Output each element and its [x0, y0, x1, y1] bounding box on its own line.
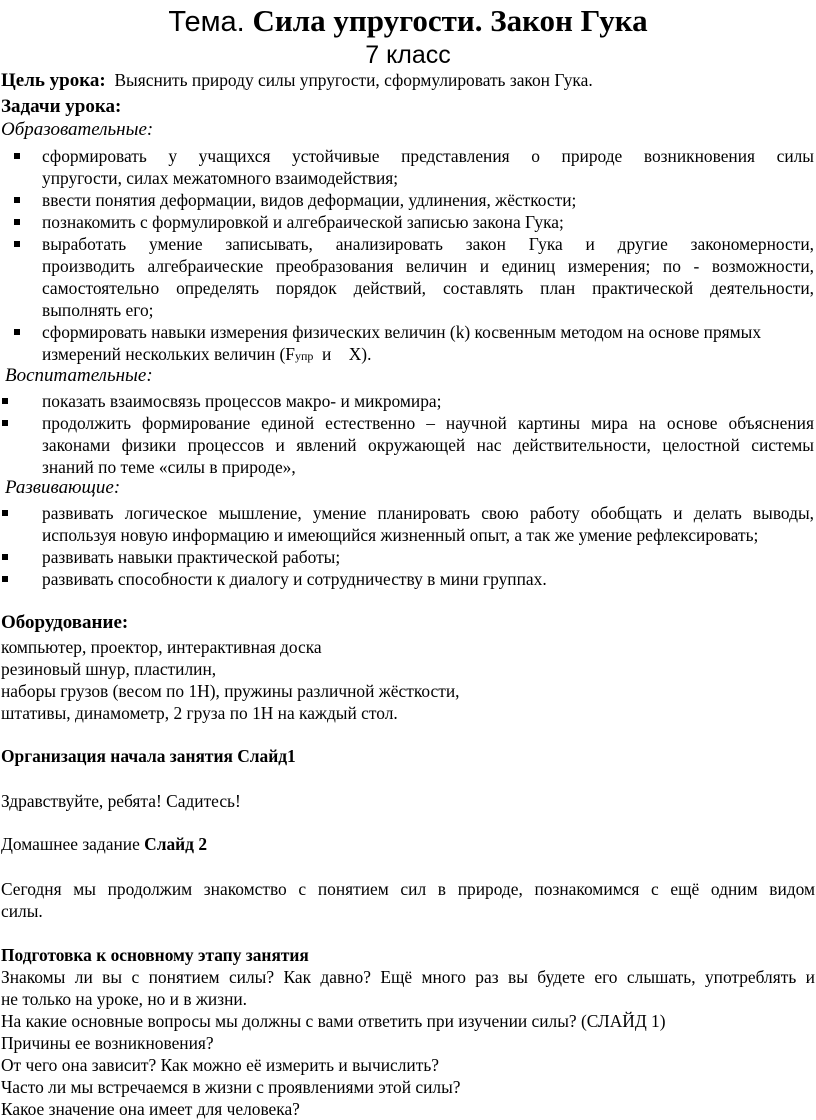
bullet-line: используя новую информацию и имеющийся жизненный опыт, а так же умение рефлексировать; [42, 525, 759, 545]
prep-line: Причины ее возникновения? [1, 1033, 214, 1053]
goal-line [1, 69, 593, 92]
equipment-item: компьютер, проектор, интерактивная доска [1, 637, 322, 657]
goal-text: Выяснить природу силы упругости, сформулировать закон Гука. [114, 70, 593, 90]
bullet-item [42, 321, 814, 343]
intro-line: силы. [1, 901, 43, 921]
measure-suffix: и X). [313, 344, 372, 364]
bullet-marker [2, 510, 8, 516]
bullet-line: упругости, силах межатомного взаимодействия; [42, 168, 399, 188]
bullet-item [42, 189, 814, 211]
bullet-marker [14, 241, 20, 247]
homework-slide: Слайд 2 [144, 834, 208, 854]
equipment-item: резиновый шнур, пластилин, [1, 659, 217, 679]
bullet-line: развивать способности к диалогу и сотрудничеству в мини группах. [42, 569, 547, 589]
bullet-line: выполнять его; [42, 300, 154, 320]
prep-line: Часто ли мы встречаемся в жизни с проявлениями этой силы? [1, 1077, 461, 1097]
intro-line: Сегодня мы продолжим знакомство с понятием сил в природе, познакомимся с ещё одним видом [1, 879, 815, 899]
educational-heading: Образовательные: [1, 119, 154, 140]
upbringing-heading: Воспитательные: [5, 365, 153, 386]
prep-line: Знакомы ли вы с понятием силы? Как давно? Ещё много раз вы будете его слышать, употреблять и [1, 967, 815, 987]
bullet-marker [14, 219, 20, 225]
developing-heading: Развивающие: [5, 477, 121, 498]
bullet-line: ввести понятия деформации, видов деформации, удлинения, жёсткости; [42, 190, 577, 210]
grade-label: 7 класс [365, 41, 451, 69]
org-heading: Организация начала занятия Слайд1 [1, 746, 296, 766]
bullet-item [42, 145, 814, 189]
intro-paragraph [1, 878, 815, 922]
bullet-marker [2, 420, 8, 426]
bullet-line: законами физики процессов и явлений окружающей нас действительности, целостной системы [42, 435, 814, 455]
bullet-marker [14, 197, 20, 203]
measure-prefix: измерений нескольких величин (F [42, 344, 295, 364]
bullet-line: развивать навыки практической работы; [42, 547, 341, 567]
prep-line: не только на уроке, но и в жизни. [1, 989, 248, 1009]
measure-subscript: упр [294, 349, 314, 363]
bullet-marker [2, 576, 8, 582]
prep-line: На какие основные вопросы мы должны с вами ответить при изучении силы? (СЛАЙД 1) [1, 1011, 666, 1031]
bullet-item [42, 546, 814, 568]
bullet-marker [2, 398, 8, 404]
prep-paragraph [1, 966, 815, 1120]
bullet-item [42, 502, 814, 546]
bullet-item [42, 568, 814, 590]
equipment-heading: Оборудование: [1, 612, 129, 633]
bullet-line: знаний по теме «силы в природе», [42, 457, 296, 477]
tasks-heading: Задачи урока: [1, 96, 122, 117]
homework-line [1, 833, 207, 855]
title-lead: Тема. [168, 6, 245, 38]
bullet-marker [14, 329, 20, 335]
bullet-line: самостоятельно определять порядок действий, составлять план практической деятельности, [42, 278, 814, 298]
bullet-marker [2, 554, 8, 560]
bullet-line: продолжить формирование единой естественно – научной картины мира на основе объяснения [42, 413, 814, 433]
prep-heading: Подготовка к основному этапу занятия [1, 945, 309, 965]
bullet-line: познакомить с формулировкой и алгебраической записью закона Гука; [42, 212, 564, 232]
prep-line: От чего она зависит? Как можно её измерить и вычислить? [1, 1055, 439, 1075]
bullet-line: развивать логическое мышление, умение планировать свою работу обобщать и делать выводы, [42, 503, 814, 523]
bullet-line-measure [42, 343, 371, 367]
bullet-item [42, 412, 814, 478]
bullet-line: выработать умение записывать, анализировать закон Гука и другие закономерности, [42, 234, 814, 254]
lesson-title [0, 4, 816, 39]
bullet-marker [14, 153, 20, 159]
bullet-line: сформировать у учащихся устойчивые представления о природе возникновения силы [42, 146, 814, 166]
goal-label: Цель урока: [1, 70, 106, 91]
bullet-line: производить алгебраические преобразования величин и единиц измерения; по - возможности, [42, 256, 814, 276]
greeting-text: Здравствуйте, ребята! Садитесь! [1, 791, 241, 811]
equipment-item: штативы, динамометр, 2 груза по 1Н на каждый стол. [1, 703, 398, 723]
bullet-item [42, 233, 814, 321]
bullet-item [42, 390, 814, 412]
bullet-item [42, 211, 814, 233]
prep-line: Какое значение она имеет для человека? [1, 1099, 300, 1119]
homework-text: Домашнее задание [1, 834, 145, 854]
equipment-item: наборы грузов (весом по 1Н), пружины различной жёсткости, [1, 681, 460, 701]
title-main: Сила упругости. Закон Гука [252, 3, 648, 38]
bullet-line: сформировать навыки измерения физических величин (k) косвенным методом на основе прямых [42, 322, 762, 342]
bullet-line: показать взаимосвязь процессов макро- и микромира; [42, 391, 442, 411]
